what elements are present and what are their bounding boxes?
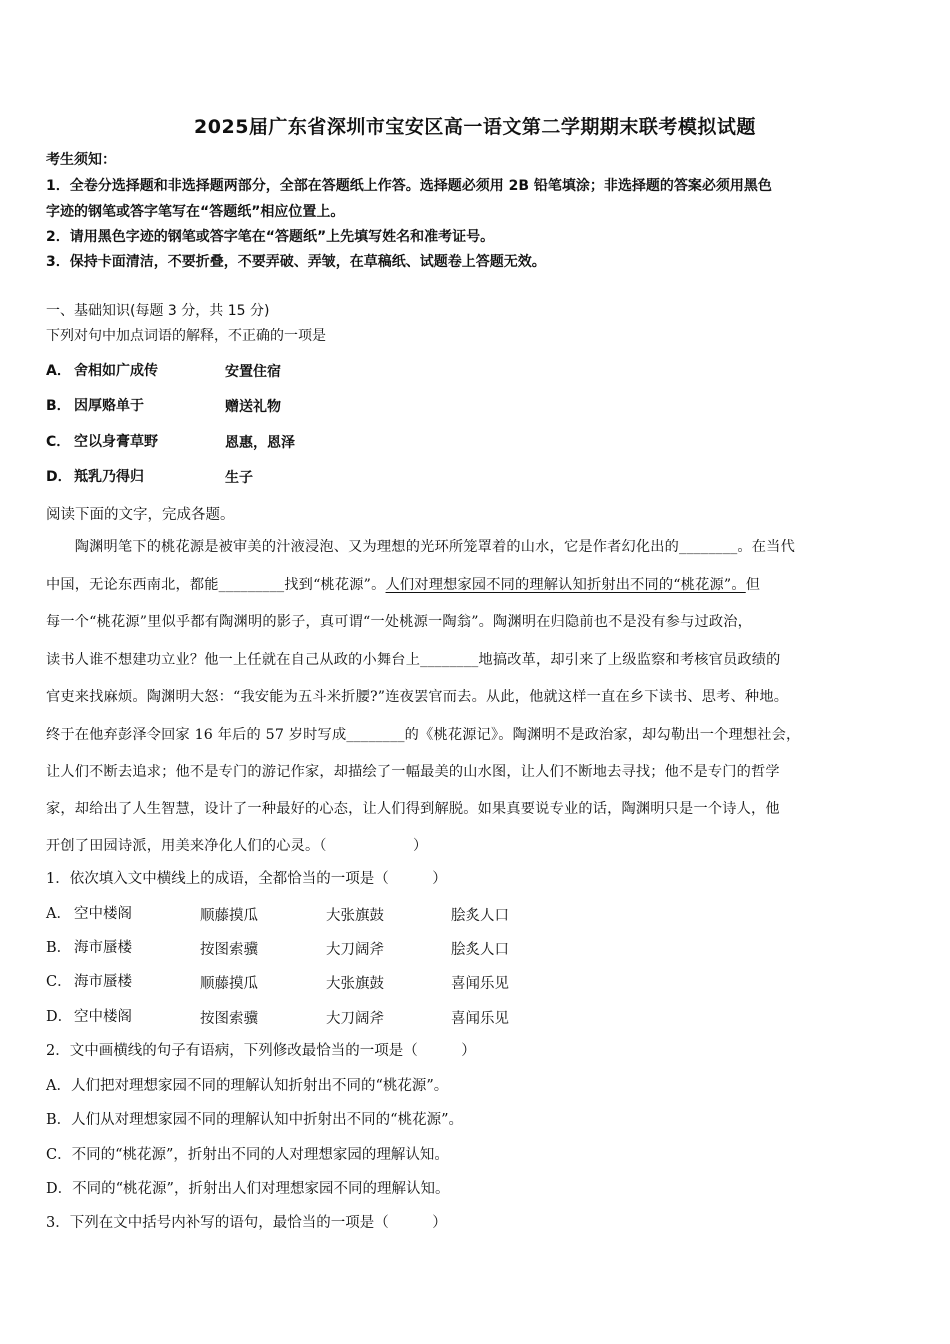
q1-option-b [46, 938, 132, 958]
option-phrase: 因厚赂单于 [74, 398, 144, 414]
option-phrase: 羝乳乃得归 [74, 469, 144, 485]
q1-stem: 1．依次填入文中横线上的成语，全都恰当的一项是（ ） [46, 871, 447, 887]
idiom: 喜闻乐见 [451, 976, 509, 992]
q2-option-c: C．不同的“桃花源”，折射出不同的人对理想家园的理解认知。 [46, 1147, 449, 1163]
idiom: 海市蜃楼 [74, 940, 132, 956]
option-b-meaning: 赠送礼物 [225, 399, 281, 415]
option-letter: C． [46, 434, 71, 450]
q2-option-b: B．人们从对理想家园不同的理解认知中折射出不同的“桃花源”。 [46, 1112, 463, 1128]
option-letter: D． [46, 1009, 73, 1025]
option-letter: B． [46, 940, 72, 956]
reading-line-4: 读书人谁不想建功立业？他一上任就在自己从政的小舞台上________地搞改革，却引来了上级监察和考核官员政绩的 [46, 652, 781, 668]
reading-line-2-start: 中国，无论东西南北，都能_________找到“桃花源”。 [46, 577, 386, 593]
page-title: 2025届广东省深圳市宝安区高一语文第二学期期末联考模拟试题 [194, 116, 756, 138]
option-phrase: 空以身膏草野 [74, 434, 158, 450]
q3-stem: 3．下列在文中括号内补写的语句，最恰当的一项是（ ） [46, 1215, 447, 1231]
section1-heading: 一、基础知识(每题 3 分，共 15 分) [46, 303, 270, 319]
idiom: 空中楼阁 [74, 1009, 132, 1025]
option-a [46, 361, 158, 381]
reading-line-2-end: 但 [745, 577, 761, 593]
q1-option-d [46, 1007, 132, 1027]
reading-line-6: 终于在他弃彭泽令回家 16 年后的 57 岁时写成________的《桃花源记》。陶渊明不是政治家，却勾勒出一个理想社会， [46, 727, 801, 743]
underlined-sentence: 人们对理想家园不同的理解认知折射出不同的“桃花源”。 [385, 577, 746, 593]
idiom: 顺藤摸瓜 [200, 908, 258, 924]
idiom: 脍炙人口 [451, 908, 509, 924]
reading-line-9: 开创了田园诗派，用美来净化人们的心灵。（ ） [46, 838, 428, 854]
option-letter: D． [46, 469, 72, 485]
idiom: 脍炙人口 [451, 942, 509, 958]
reading-line-3: 每一个“桃花源”里似乎都有陶渊明的影子，真可谓“一处桃源一陶翁”。陶渊明在归隐前也不是没有参与过政治， [46, 614, 753, 630]
option-letter: A． [46, 363, 71, 379]
option-letter: A． [46, 906, 71, 922]
q2-option-a: A．人们把对理想家园不同的理解认知折射出不同的“桃花源”。 [46, 1078, 449, 1094]
idiom: 按图索骥 [200, 942, 258, 958]
reading-intro: 阅读下面的文字，完成各题。 [46, 507, 235, 523]
idiom: 海市蜃楼 [74, 974, 132, 990]
q2-option-d: D．不同的“桃花源”，折射出人们对理想家园不同的理解认知。 [46, 1181, 450, 1197]
notice-item-1: 1．全卷分选择题和非选择题两部分，全部在答题纸上作答。选择题必须用 2B 铅笔填涂；非选择题的答案必须用黑色 [46, 178, 772, 194]
option-letter: C． [46, 974, 72, 990]
option-phrase: 舍相如广成传 [74, 363, 158, 379]
reading-line-8: 家，却给出了人生智慧，设计了一种最好的心态，让人们得到解脱。如果真要说专业的话，陶渊明只是一个诗人，他 [46, 801, 780, 817]
notice-heading: 考生须知： [46, 152, 116, 168]
idiom: 大张旗鼓 [326, 976, 384, 992]
q2-stem: 2．文中画横线的句子有语病，下列修改最恰当的一项是（ ） [46, 1043, 476, 1059]
section1-question: 下列对句中加点词语的解释，不正确的一项是 [46, 328, 326, 344]
option-d-meaning: 生子 [225, 470, 253, 486]
option-c-meaning: 恩惠，恩泽 [225, 435, 295, 451]
idiom: 喜闻乐见 [451, 1011, 509, 1027]
option-c [46, 432, 158, 452]
option-a-meaning: 安置住宿 [225, 364, 281, 380]
option-d [46, 467, 144, 487]
idiom: 顺藤摸瓜 [200, 976, 258, 992]
notice-item-3: 3．保持卡面清洁，不要折叠，不要弄破、弄皱，在草稿纸、试题卷上答题无效。 [46, 254, 546, 270]
q1-option-c [46, 972, 132, 992]
notice-item-2: 2．请用黑色字迹的钢笔或答字笔在“答题纸”上先填写姓名和准考证号。 [46, 229, 495, 245]
reading-line-1: 陶渊明笔下的桃花源是被审美的汁液浸泡、又为理想的光环所笼罩着的山水，它是作者幻化出的________。在当代 [46, 539, 795, 555]
idiom: 按图索骥 [200, 1011, 258, 1027]
reading-line-7: 让人们不断去追求；他不是专门的游记作家，却描绘了一幅最美的山水图，让人们不断地去寻找；他不是专门的哲学 [46, 764, 780, 780]
reading-line-5: 官吏来找麻烦。陶渊明大怒：“我安能为五斗米折腰?”连夜罢官而去。从此，他就这样一直在乡下读书、思考、种地。 [46, 689, 789, 705]
idiom: 大刀阔斧 [326, 942, 384, 958]
idiom: 空中楼阁 [74, 906, 132, 922]
reading-line-2 [46, 575, 904, 595]
option-letter: B． [46, 398, 71, 414]
idiom: 大张旗鼓 [326, 908, 384, 924]
idiom: 大刀阔斧 [326, 1011, 384, 1027]
option-b [46, 396, 144, 416]
notice-item-1-cont: 字迹的钢笔或答字笔写在“答题纸”相应位置上。 [46, 204, 345, 220]
q1-option-a [46, 904, 132, 924]
